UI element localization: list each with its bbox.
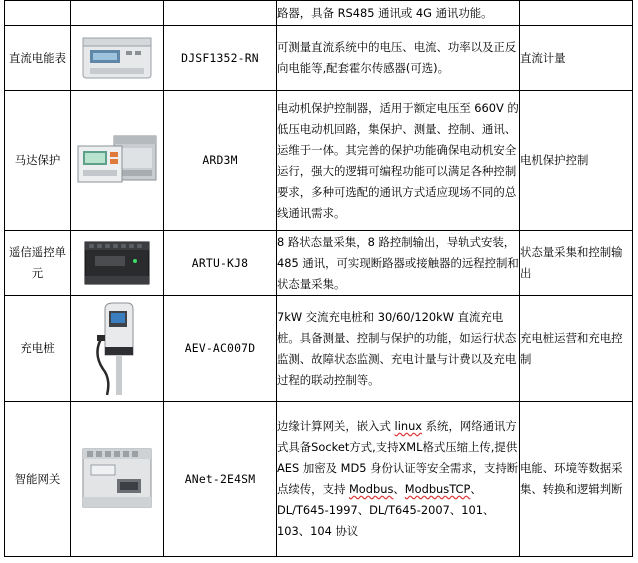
model-cell: ARTU-KJ8	[164, 231, 277, 296]
description-cell: 路器，具备 RS485 通讯或 4G 通讯功能。	[277, 1, 520, 26]
device-image-cell	[71, 231, 164, 296]
function-cell: 电能、环境等数据采集、转换和逻辑判断	[520, 402, 633, 557]
model-cell	[164, 1, 277, 26]
model-cell: ANet-2E4SM	[164, 402, 277, 557]
device-name-cell: 充电桩	[5, 296, 71, 402]
description-term: Modbus	[348, 482, 394, 496]
motor-protector-photo	[74, 128, 160, 194]
description-text: 系统，网络通讯方式具备Socket方式,支持XML格式压缩上传,提供 AES 加密及 MD5 身份认证等安全需求，支持断点续传，支持	[277, 419, 519, 496]
description-term: ModbusTCP	[404, 482, 471, 496]
description-cell: 电动机保护控制器，适用于额定电压至 660V 的低压电动机回路，集保护、测量、控制、通讯、运维于一体。其完善的保护功能确保电动机安全运行，强大的逻辑可编程功能可以满足各种控制要求，多种可选配的通讯方式适应现场不同的总线通讯需求。	[277, 91, 520, 231]
description-text: 边缘计算网关，嵌入式	[277, 419, 395, 433]
table-row	[5, 91, 633, 231]
function-cell	[520, 1, 633, 26]
device-name-cell: 智能网关	[5, 402, 71, 557]
device-image-cell	[71, 296, 164, 402]
device-image-cell	[71, 26, 164, 91]
device-image-cell	[71, 91, 164, 231]
description-term: linux	[394, 419, 423, 433]
model-cell: AEV-AC007D	[164, 296, 277, 402]
table-row	[5, 231, 633, 296]
description-cell: 7kW 交流充电桩和 30/60/120kW 直流充电桩。具备测量、控制与保护的功能，如运行状态监测、故障状态监测、充电计量与计费以及充电过程的联动控制等。	[277, 296, 520, 402]
description-text: 、	[393, 482, 405, 496]
device-name-cell: 马达保护	[5, 91, 71, 231]
ev-charger-photo	[87, 299, 147, 399]
gateway-photo	[77, 439, 157, 519]
remote-io-unit-photo	[81, 236, 153, 290]
device-name-cell: 直流电能表	[5, 26, 71, 91]
device-name-cell	[5, 1, 71, 26]
description-cell: 8 路状态量采集，8 路控制输出，导轨式安装，485 通讯，可实现断路器或接触器的远程控制和状态量采集。	[277, 231, 520, 296]
description-text: 、DL/T645-1997、DL/T645-2007、101、103、104 协议	[277, 482, 495, 538]
function-cell: 充电桩运营和充电控制	[520, 296, 633, 402]
table-row	[5, 26, 633, 91]
table-row	[5, 1, 633, 26]
function-cell: 电机保护控制	[520, 91, 633, 231]
function-cell: 直流计量	[520, 26, 633, 91]
table-row	[5, 402, 633, 557]
dc-energy-meter-photo	[80, 34, 154, 82]
model-cell: DJSF1352-RN	[164, 26, 277, 91]
device-image-cell	[71, 402, 164, 557]
device-name-cell: 遥信遥控单元	[5, 231, 71, 296]
model-cell: ARD3M	[164, 91, 277, 231]
description-cell	[277, 402, 520, 557]
table-row	[5, 296, 633, 402]
device-image-cell	[71, 1, 164, 26]
product-spec-table	[4, 0, 633, 557]
function-cell: 状态量采集和控制输出	[520, 231, 633, 296]
description-cell: 可测量直流系统中的电压、电流、功率以及正反向电能等,配套霍尔传感器(可选)。	[277, 26, 520, 91]
